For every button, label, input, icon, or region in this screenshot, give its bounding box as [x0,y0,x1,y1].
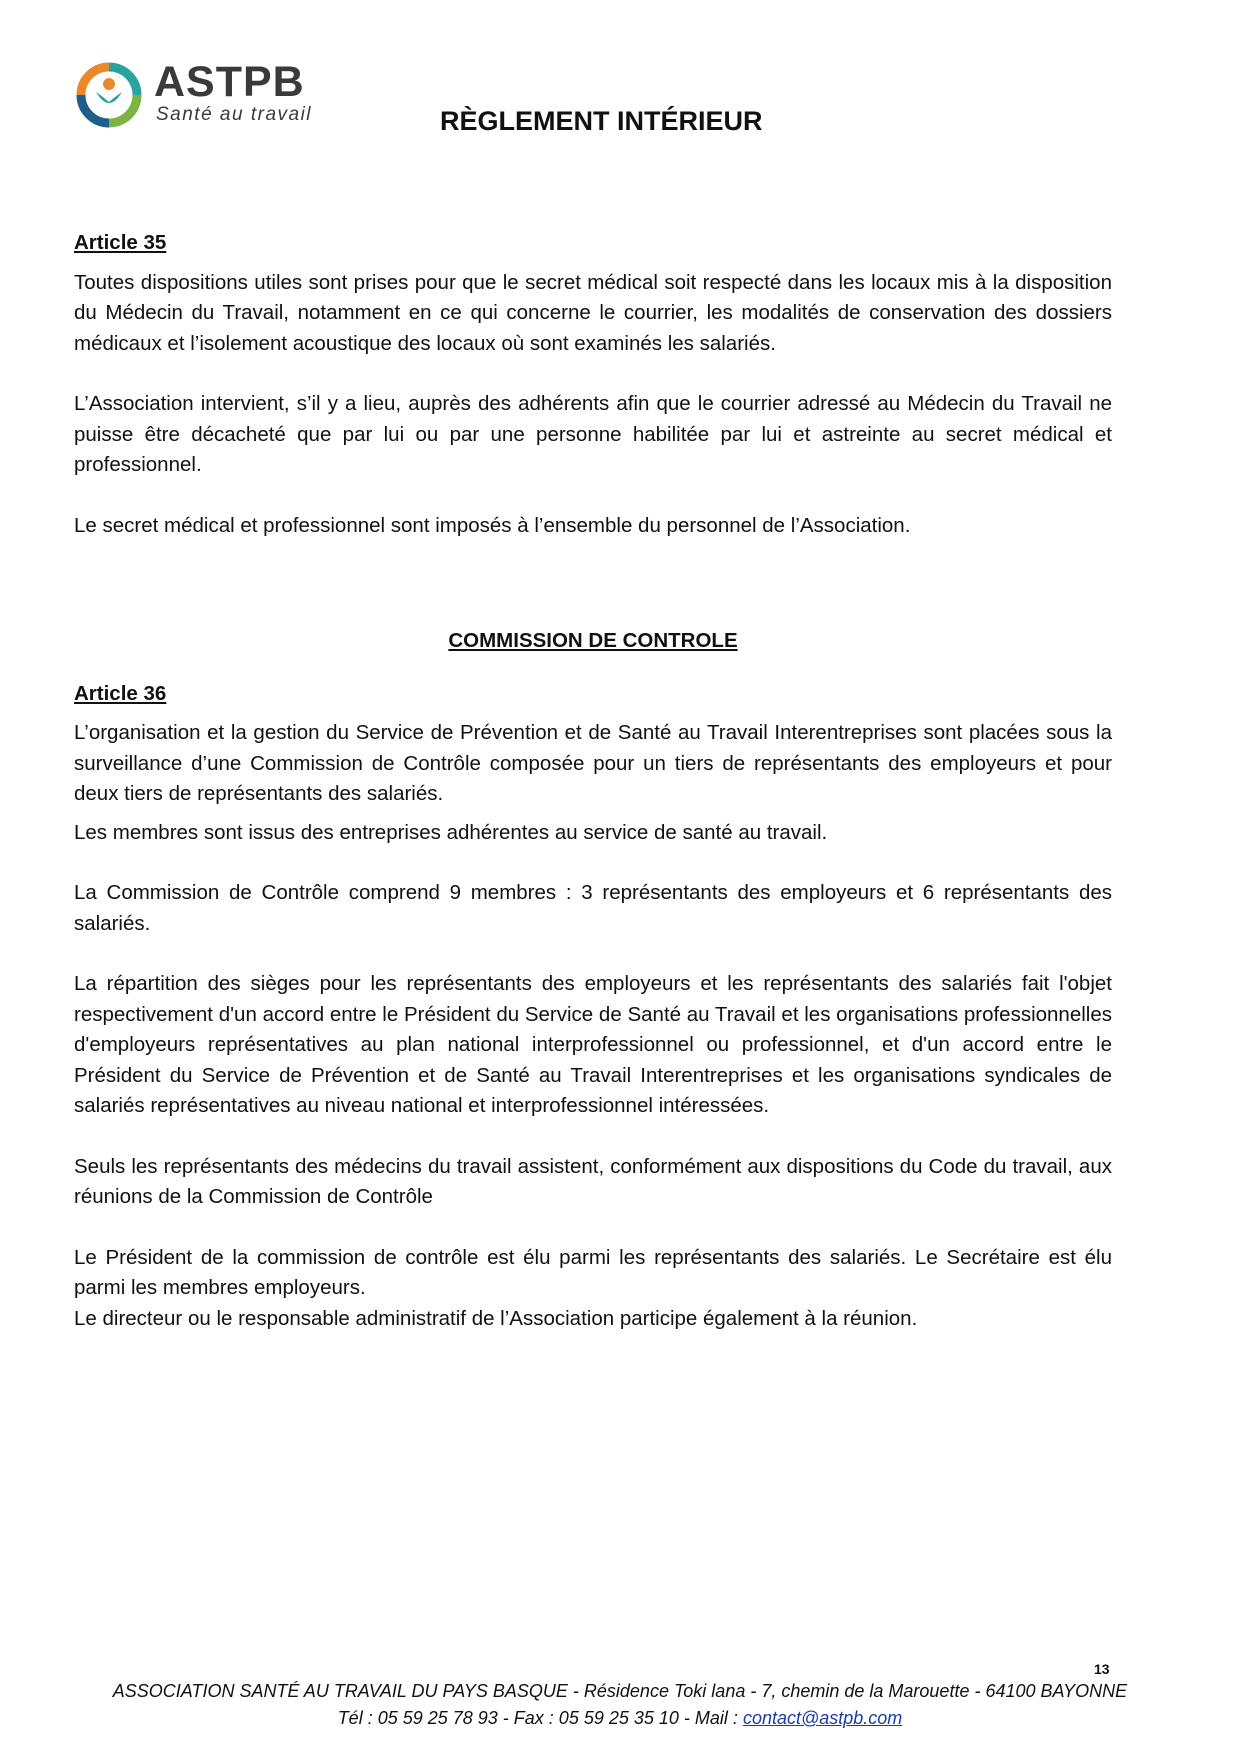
article-36-paragraph-6: Le Président de la commission de contrôle est élu parmi les représentants des salariés. Le Secrétaire est élu parmi les membres employeurs. [74,1245,1112,1299]
article-36-heading: Article 36 [74,681,167,705]
footer-contact-text: Tél : 05 59 25 78 93 - Fax : 05 59 25 35 10 - Mail : [337,1708,743,1728]
astpb-logo-icon [76,62,142,128]
logo-tagline: Santé au travail [156,104,313,125]
logo [76,58,316,132]
article-36-paragraph-4: La répartition des sièges pour les représentants des employeurs et les représentants des salariés fait l'objet respectivement d'un accord entre le Président du Service de Santé au Travail et les organisations professionnelles d'employeurs représentatives au plan national interprofessionnel ou professionnel, et d'un accord entre le Président du Service de Prévention et de Santé au Travail Interentreprises et les organisations syndicales de salariés représentatives au niveau national et interprofessionnel intéressées. [74,972,1112,1117]
article-36-paragraph-3: La Commission de Contrôle comprend 9 membres : 3 représentants des employeurs et 6 représentants des salariés. [74,881,1112,935]
section-title: COMMISSION DE CONTROLE [448,629,738,652]
document-title: RÈGLEMENT INTÉRIEUR [440,106,763,136]
footer-contact [0,1705,1240,1732]
article-35-paragraph-3: Le secret médical et professionnel sont imposés à l’ensemble du personnel de l’Association. [74,513,911,537]
article-35-heading: Article 35 [74,231,167,254]
logo-name: ASTPB [154,58,305,106]
document-body [74,228,1112,1334]
article-35-paragraph-2: L’Association intervient, s’il y a lieu, auprès des adhérents afin que le courrier adressé au Médecin du Travail ne puisse être décacheté que par lui ou par une personne habilitée par lui et astreinte au secret médical et professionnel. [74,392,1112,476]
article-36-paragraph-1: L’organisation et la gestion du Service de Prévention et de Santé au Travail Interentreprises sont placées sous la surveillance d’une Commission de Contrôle composée pour un tiers de représentants des employeurs et pour deux tiers de représentants des salariés. [74,721,1112,805]
article-36-paragraph-2: Les membres sont issus des entreprises adhérentes au service de santé au travail. [74,820,828,844]
footer [0,1678,1240,1732]
article-36-paragraph-7: Le directeur ou le responsable administratif de l’Association participe également à la réunion. [74,1306,918,1330]
page-number: 13 [1094,1661,1110,1677]
article-35-paragraph-1: Toutes dispositions utiles sont prises pour que le secret médical soit respecté dans les locaux mis à la disposition du Médecin du Travail, notamment en ce qui concerne le courrier, les modalités de conservation des dossiers médicaux et l’isolement acoustique des locaux où sont examinés les salariés. [74,270,1112,355]
footer-email-link[interactable]: contact@astpb.com [742,1708,903,1728]
article-36-paragraph-5: Seuls les représentants des médecins du travail assistent, conformément aux dispositions du Code du travail, aux réunions de la Commission de Contrôle [74,1154,1112,1208]
footer-address: ASSOCIATION SANTÉ AU TRAVAIL DU PAYS BASQUE - Résidence Toki lana - 7, chemin de la Marouette - 64100 BAYONNE [112,1681,1128,1701]
